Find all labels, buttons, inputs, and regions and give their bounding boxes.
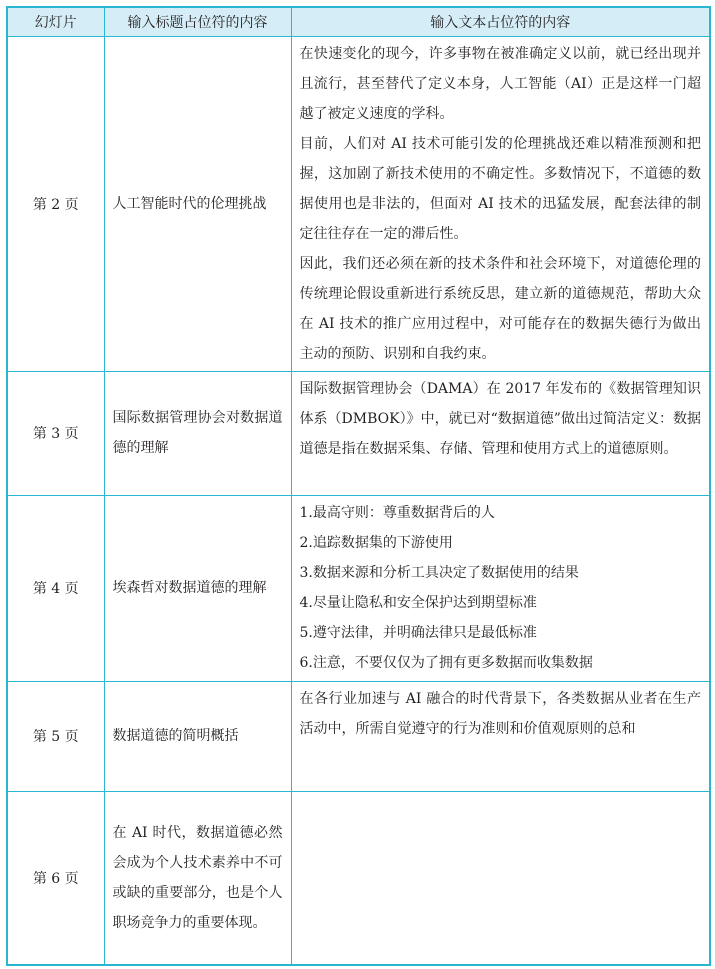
slide-text — [291, 791, 710, 965]
slide-title: 人工智能时代的伦理挑战 — [104, 36, 291, 371]
slide-number: 第 6 页 — [7, 791, 104, 965]
list-item: 1.最高守则：尊重数据背后的人 — [299, 504, 495, 521]
header-row — [7, 7, 710, 36]
header-slide: 幻灯片 — [7, 7, 104, 36]
slide-number: 第 3 页 — [7, 371, 104, 495]
text-paragraph: 目前，人们对 AI 技术可能引发的伦理挑战还难以精准预测和把握，这加剧了新技术使用的不确定性。多数情况下，不道德的数据使用也是非法的，但面对 AI 技术的迅猛发展，配套法律的制定往往存在一定的滞后性。 — [299, 135, 701, 242]
slide-text — [291, 495, 710, 681]
text-paragraph: 国际数据管理协会（DAMA）在 2017 年发布的《数据管理知识体系（DMBOK）》中，就已对“数据道德”做出过简洁定义：数据道德是指在数据采集、存储、管理和使用方式上的道德原则。 — [299, 380, 701, 457]
table-row — [7, 495, 710, 681]
header-title-placeholder: 输入标题占位符的内容 — [104, 7, 291, 36]
slide-content-table — [6, 6, 711, 966]
list-item: 5.遵守法律，并明确法律只是最低标准 — [299, 624, 537, 641]
table-row — [7, 681, 710, 791]
list-item: 3.数据来源和分析工具决定了数据使用的结果 — [299, 564, 579, 581]
table-row — [7, 371, 710, 495]
table-row — [7, 791, 710, 965]
slide-title: 在 AI 时代，数据道德必然会成为个人技术素养中不可或缺的重要部分，也是个人职场竞争力的重要体现。 — [104, 791, 291, 965]
slide-number: 第 4 页 — [7, 495, 104, 681]
slide-number: 第 5 页 — [7, 681, 104, 791]
text-paragraph: 在快速变化的现今，许多事物在被准确定义以前，就已经出现并且流行，甚至替代了定义本身，人工智能（AI）正是这样一门超越了被定义速度的学科。 — [299, 45, 701, 122]
slide-title: 埃森哲对数据道德的理解 — [104, 495, 291, 681]
principle-list — [300, 498, 702, 678]
slide-text — [291, 36, 710, 371]
header-text-placeholder: 输入文本占位符的内容 — [291, 7, 710, 36]
slide-text — [291, 681, 710, 791]
list-item: 2.追踪数据集的下游使用 — [299, 534, 453, 551]
slide-text — [291, 371, 710, 495]
slide-title: 数据道德的简明概括 — [104, 681, 291, 791]
table-row — [7, 36, 710, 371]
list-item: 6.注意，不要仅仅为了拥有更多数据而收集数据 — [299, 654, 593, 671]
text-paragraph: 在各行业加速与 AI 融合的时代背景下，各类数据从业者在生产活动中，所需自觉遵守的行为准则和价值观原则的总和 — [299, 690, 701, 737]
text-paragraph: 因此，我们还必须在新的技术条件和社会环境下，对道德伦理的传统理论假设重新进行系统反思，建立新的道德规范，帮助大众在 AI 技术的推广应用过程中，对可能存在的数据失德行为做出主动的预防、识别和自我约束。 — [299, 255, 701, 362]
slide-title: 国际数据管理协会对数据道德的理解 — [104, 371, 291, 495]
list-item: 4.尽量让隐私和安全保护达到期望标准 — [299, 594, 537, 611]
slide-number: 第 2 页 — [7, 36, 104, 371]
